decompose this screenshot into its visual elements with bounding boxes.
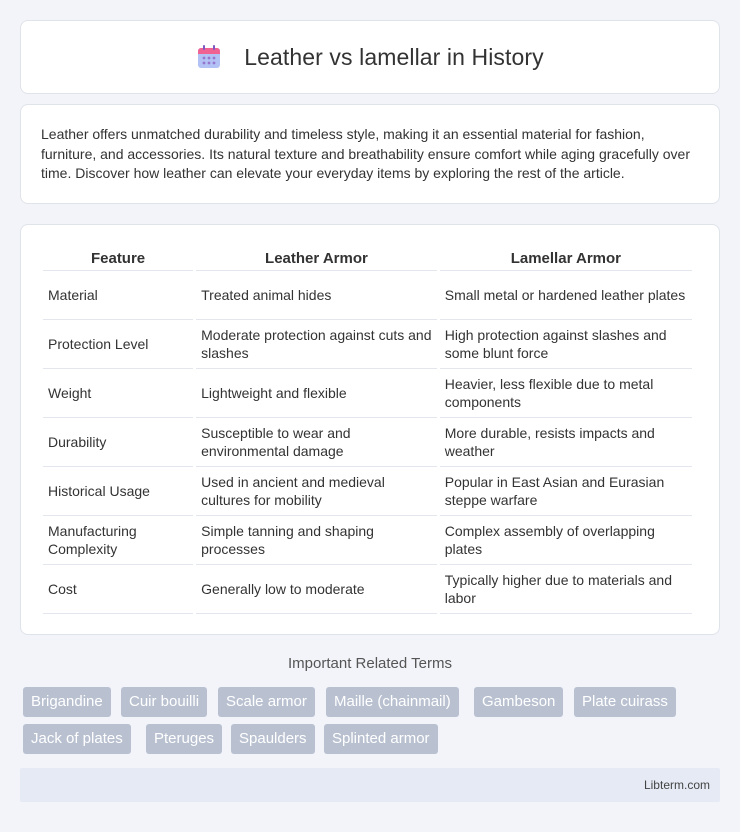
cell-lamellar: Heavier, less flexible due to metal components	[440, 369, 692, 418]
header-lamellar-armor: Lamellar Armor	[440, 245, 692, 271]
cell-lamellar: Popular in East Asian and Eurasian steppe warfare	[440, 467, 692, 516]
tag-splinted-armor[interactable]: Splinted armor	[324, 724, 438, 754]
tag-jack-of-plates[interactable]: Jack of plates	[23, 724, 131, 754]
table-row	[43, 418, 692, 467]
cell-lamellar: Typically higher due to materials and labor	[440, 565, 692, 614]
cell-leather: Generally low to moderate	[196, 565, 437, 614]
tag-maille-chainmail[interactable]: Maille (chainmail)	[326, 687, 459, 717]
cell-leather: Used in ancient and medieval cultures for mobility	[196, 467, 437, 516]
cell-leather: Lightweight and flexible	[196, 369, 437, 418]
tag-plate-cuirass[interactable]: Plate cuirass	[574, 687, 676, 717]
title-card	[20, 20, 720, 94]
calendar-icon	[196, 44, 222, 70]
footer-brand-link[interactable]: Libterm.com	[643, 778, 710, 792]
header-leather-armor: Leather Armor	[196, 245, 437, 271]
table-row	[43, 467, 692, 516]
tag-cuir-bouilli[interactable]: Cuir bouilli	[121, 687, 207, 717]
cell-lamellar: High protection against slashes and some blunt force	[440, 320, 692, 369]
comparison-table-card	[20, 224, 720, 635]
tag-brigandine[interactable]: Brigandine	[23, 687, 111, 717]
cell-leather: Treated animal hides	[196, 271, 437, 320]
cell-feature: Cost	[43, 565, 193, 614]
intro-text: Leather offers unmatched durability and timeless style, making it an essential material for fashion, furniture, and accessories. Its natural texture and breathability ensure comfort while aging gracefully over time. Discover how leather can elevate your everyday items by exploring the rest of the article.	[41, 126, 691, 181]
cell-feature: Manufacturing Complexity	[43, 516, 193, 565]
cell-lamellar: Complex assembly of overlapping plates	[440, 516, 692, 565]
tag-scale-armor[interactable]: Scale armor	[218, 687, 315, 717]
table-header-row	[43, 245, 692, 271]
header-feature: Feature	[43, 245, 193, 271]
cell-leather: Moderate protection against cuts and slashes	[196, 320, 437, 369]
intro-card	[20, 104, 720, 204]
cell-feature: Material	[43, 271, 193, 320]
table-row	[43, 565, 692, 614]
table-row	[43, 320, 692, 369]
tag-gambeson[interactable]: Gambeson	[474, 687, 563, 717]
related-terms-heading: Important Related Terms	[288, 655, 452, 672]
table-row	[43, 271, 692, 320]
comparison-table	[40, 245, 695, 614]
cell-feature: Weight	[43, 369, 193, 418]
page-title: Leather vs lamellar in History	[244, 43, 544, 70]
cell-lamellar: Small metal or hardened leather plates	[440, 271, 692, 320]
cell-feature: Durability	[43, 418, 193, 467]
tag-pteruges[interactable]: Pteruges	[146, 724, 222, 754]
table-row	[43, 516, 692, 565]
cell-lamellar: More durable, resists impacts and weather	[440, 418, 692, 467]
tag-spaulders[interactable]: Spaulders	[231, 724, 315, 754]
table-row	[43, 369, 692, 418]
cell-feature: Protection Level	[43, 320, 193, 369]
cell-leather: Susceptible to wear and environmental damage	[196, 418, 437, 467]
footer	[20, 768, 720, 802]
cell-feature: Historical Usage	[43, 467, 193, 516]
cell-leather: Simple tanning and shaping processes	[196, 516, 437, 565]
